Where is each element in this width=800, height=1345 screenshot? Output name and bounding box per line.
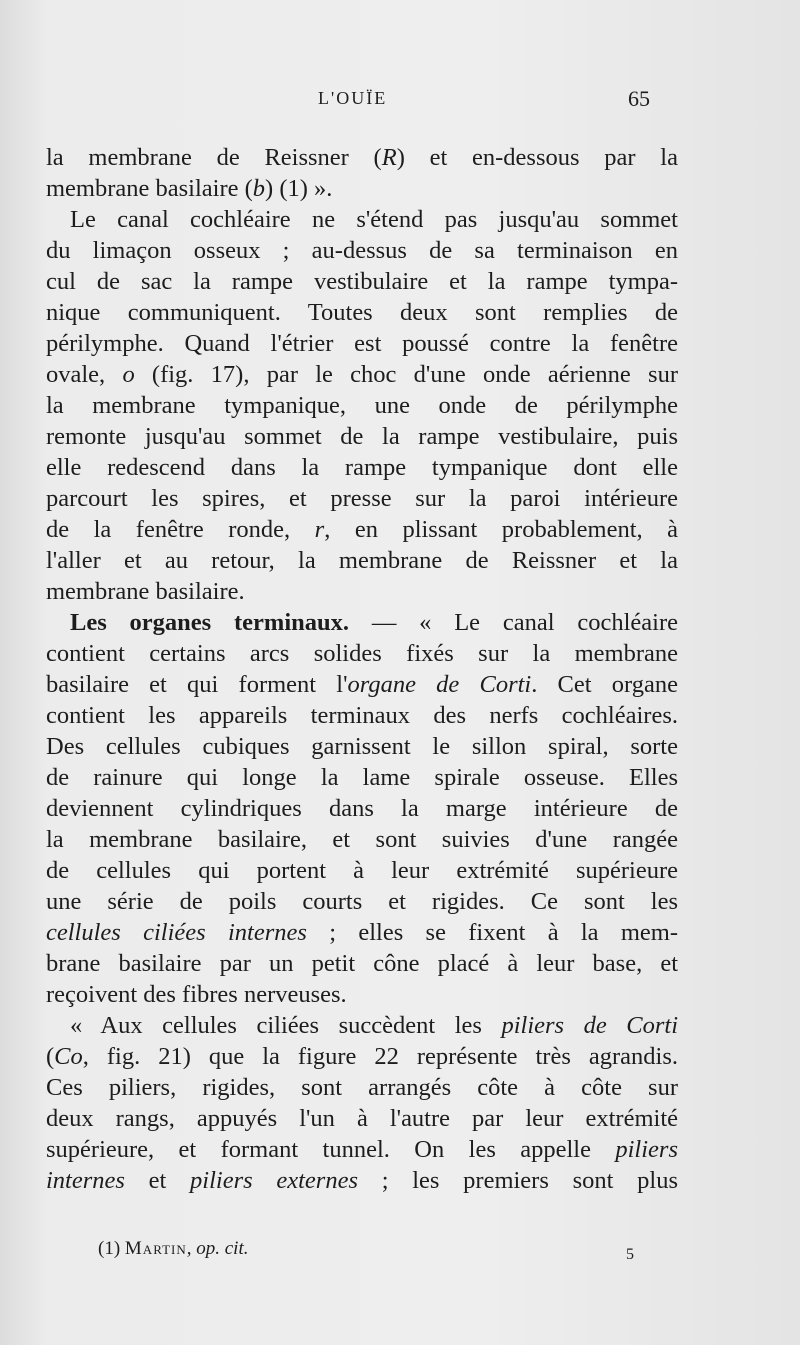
italic-text: organe de Corti (347, 671, 532, 698)
footnote (98, 1238, 249, 1260)
signature-mark: 5 (626, 1246, 634, 1263)
text-line (46, 514, 678, 545)
italic-text: piliers (615, 1136, 678, 1163)
text-run: ) (1) ». (265, 175, 333, 202)
text-line (46, 1010, 678, 1041)
text-line (46, 669, 678, 700)
text-run: , en plissant probablement, à (324, 516, 678, 543)
italic-text: r (314, 516, 325, 543)
text-run: basilaire et qui forment l' (46, 671, 348, 698)
text-run: cul de sac la rampe vestibulaire et la rampe tympa- (46, 268, 678, 295)
text-run: périlymphe. Quand l'étrier est poussé contre la fenêtre (46, 330, 678, 357)
text-run: . Cet organe (531, 671, 678, 698)
text-run: contient certains arcs solides fixés sur la membrane (46, 640, 678, 667)
text-run: la membrane tympanique, une onde de périlymphe (46, 392, 678, 419)
text-run: deviennent cylindriques dans la marge intérieure de (46, 795, 678, 822)
text-run: et (124, 1167, 191, 1194)
text-line (46, 297, 678, 328)
text-run: remonte jusqu'au sommet de la rampe vestibulaire, puis (46, 423, 678, 450)
italic-text: o (122, 361, 135, 388)
text-line (46, 731, 678, 762)
text-line (46, 886, 678, 917)
text-line (46, 824, 678, 855)
text-line (46, 452, 678, 483)
text-run: une série de poils courts et rigides. Ce sont les (46, 888, 678, 915)
text-line (46, 390, 678, 421)
text-run: « Aux cellules ciliées succèdent les (70, 1012, 502, 1039)
text-line (46, 762, 678, 793)
footnote-number: (1) (98, 1238, 125, 1259)
text-run: ; les premiers sont plus (358, 1167, 678, 1194)
text-run: elle redescend dans la rampe tympanique dont elle (46, 454, 678, 481)
text-run: , fig. 21) que la figure 22 représente très agrandis. (82, 1043, 678, 1070)
italic-text: piliers de Corti (501, 1012, 678, 1039)
italic-text: cellules ciliées internes (46, 919, 307, 946)
text-line (46, 266, 678, 297)
section-heading: Les organes terminaux. (70, 609, 350, 636)
text-line (46, 855, 678, 886)
text-run: ( (46, 1043, 55, 1070)
text-run: reçoivent des fibres nerveuses. (46, 981, 347, 1008)
italic-text: b (252, 175, 266, 202)
text-run: Ces piliers, rigides, sont arrangés côte à côte sur (46, 1074, 678, 1101)
text-run: ovale, (46, 361, 123, 388)
text-line (46, 700, 678, 731)
text-line (46, 793, 678, 824)
text-line (46, 1165, 678, 1196)
text-run: de la fenêtre ronde, (46, 516, 315, 543)
text-run: nique communiquent. Toutes deux sont remplies de (46, 299, 678, 326)
footnote-author: Martin (124, 1238, 187, 1259)
text-line (46, 917, 678, 948)
text-run: l'aller et au retour, la membrane de Reissner et la (46, 547, 678, 574)
text-line (46, 328, 678, 359)
text-run: la membrane basilaire, et sont suivies d'une rangée (46, 826, 678, 853)
text-run: membrane basilaire. (46, 578, 245, 605)
text-run: la membrane de Reissner ( (46, 144, 382, 171)
text-run: Le canal cochléaire ne s'étend pas jusqu'au sommet (70, 206, 678, 233)
text-line (46, 979, 678, 1010)
text-run: ; elles se fixent à la mem- (306, 919, 678, 946)
text-run: (fig. 17), par le choc d'une onde aérienne sur (134, 361, 678, 388)
text-run: brane basilaire par un petit cône placé à leur base, et (46, 950, 678, 977)
text-run: deux rangs, appuyés l'un à l'autre par leur extrémité (46, 1105, 678, 1132)
text-line (46, 421, 678, 452)
text-line (46, 142, 678, 173)
text-line (46, 173, 678, 204)
text-run: de cellules qui portent à leur extrémité supérieure (46, 857, 678, 884)
text-run: contient les appareils terminaux des nerfs cochléaires. (46, 702, 678, 729)
italic-text: piliers externes (190, 1167, 358, 1194)
text-line (46, 576, 678, 607)
text-line (46, 948, 678, 979)
text-line (46, 1134, 678, 1165)
text-line (46, 1041, 678, 1072)
footnote-reference: op. cit. (196, 1238, 249, 1259)
body-text (46, 142, 678, 1196)
text-run: supérieure, et formant tunnel. On les appelle (46, 1136, 616, 1163)
text-run: de rainure qui longe la lame spirale osseuse. Elles (46, 764, 678, 791)
footnote-separator: , (186, 1238, 197, 1259)
page-number: 65 (628, 86, 650, 111)
text-run: Des cellules cubiques garnissent le sillon spiral, sorte (46, 733, 678, 760)
text-line (46, 1103, 678, 1134)
text-line (46, 1072, 678, 1103)
text-run: membrane basilaire ( (46, 175, 253, 202)
text-line (46, 235, 678, 266)
page-header (0, 86, 800, 116)
text-run: du limaçon osseux ; au-dessus de sa terminaison en (46, 237, 678, 264)
text-line (46, 607, 678, 638)
italic-text: Co (54, 1043, 83, 1070)
text-run: ) et en-dessous par la (396, 144, 678, 171)
running-head: L'OUÏE (318, 88, 388, 108)
text-line (46, 359, 678, 390)
italic-text: R (381, 144, 397, 171)
text-line (46, 204, 678, 235)
text-line (46, 638, 678, 669)
italic-text: internes (46, 1167, 125, 1194)
text-run: — « Le canal cochléaire (349, 609, 678, 636)
text-line (46, 483, 678, 514)
text-line (46, 545, 678, 576)
text-run: parcourt les spires, et presse sur la paroi intérieure (46, 485, 678, 512)
